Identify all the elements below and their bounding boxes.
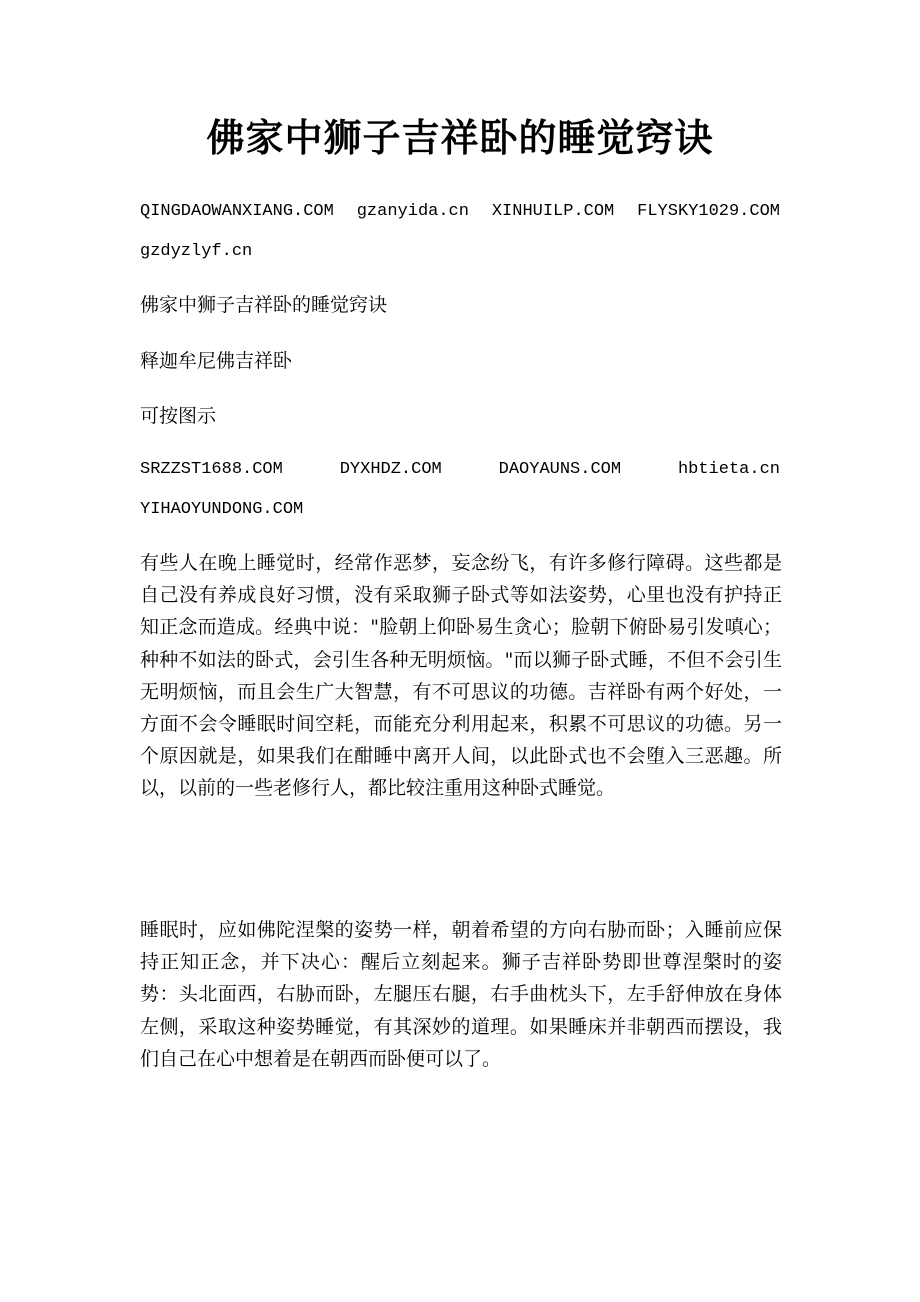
link-text: XINHUILP.COM xyxy=(491,202,615,221)
image-caption: 释迦牟尼佛吉祥卧 xyxy=(140,350,293,372)
link-row-2 xyxy=(140,450,780,490)
heading-repeat: 佛家中狮子吉祥卧的睡觉窍诀 xyxy=(140,294,388,316)
link-row-2-continued: YIHAOYUNDONG.COM xyxy=(140,500,304,519)
body-paragraph-2: 睡眠时，应如佛陀涅槃的姿势一样，朝着希望的方向右胁而卧；入睡前应保持正知正念，并下决心：醒后立刻起来。狮子吉祥卧势即世尊涅槃时的姿势：头北面西，右胁而卧，左腿压右腿，右手曲枕头下，左手舒伸放在身体左侧，采取这种姿势睡觉，有其深妙的道理。如果睡床并非朝西而摆设，我们自己在心中想着是在朝西而卧便可以了。 xyxy=(140,919,782,1070)
body-paragraph-1: 有些人在晚上睡觉时，经常作恶梦，妄念纷飞，有许多修行障碍。这些都是自己没有养成良好习惯，没有采取狮子卧式等如法姿势，心里也没有护持正知正念而造成。经典中说："脸朝上仰卧易生贪心；脸朝下俯卧易引发嗔心；种种不如法的卧式，会引生各种无明烦恼。"而以狮子卧式睡，不但不会引生无明烦恼，而且会生广大智慧，有不可思议的功德。吉祥卧有两个好处，一方面不会令睡眠时间空耗，而能充分利用起来，积累不可思议的功德。另一个原因就是，如果我们在酣睡中离开人间，以此卧式也不会堕入三恶趣。所以，以前的一些老修行人，都比较注重用这种卧式睡觉。 xyxy=(140,552,782,800)
link-text: SRZZST1688.COM xyxy=(140,460,283,479)
link-text: DAOYAUNS.COM xyxy=(498,460,622,479)
link-row-1-continued: gzdyzlyf.cn xyxy=(140,242,253,261)
link-text: gzanyida.cn xyxy=(356,202,469,221)
link-text: hbtieta.cn xyxy=(677,460,780,479)
document-title: 佛家中狮子吉祥卧的睡觉窍诀 xyxy=(206,115,714,160)
link-text: DYXHDZ.COM xyxy=(339,460,442,479)
link-text: FLYSKY1029.COM xyxy=(637,202,780,221)
link-text: QINGDAOWANXIANG.COM xyxy=(140,202,334,221)
link-row-1 xyxy=(140,192,780,232)
image-note: 可按图示 xyxy=(140,405,217,427)
